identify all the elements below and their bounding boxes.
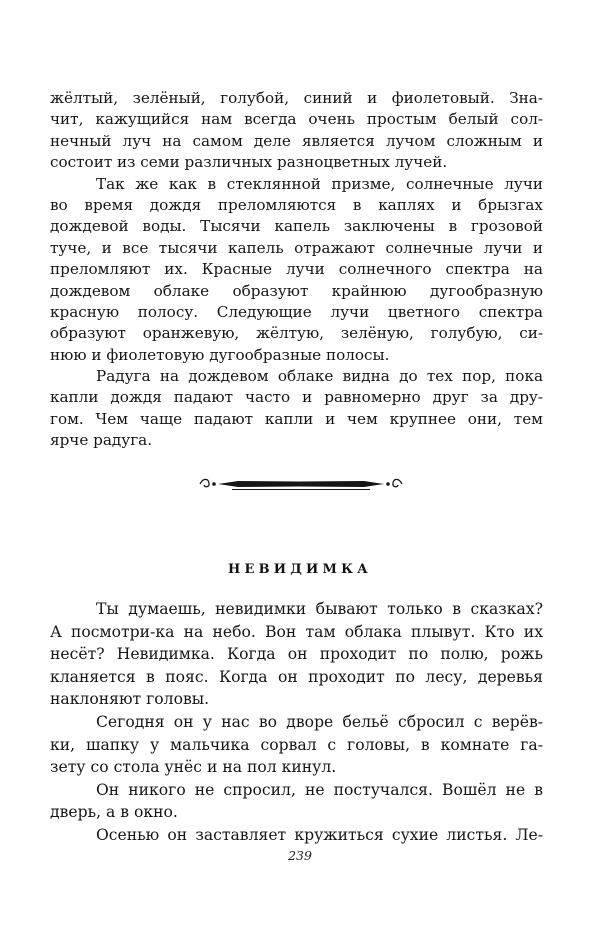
text-line: нюю и фиолетовую дугообразные полосы. — [50, 345, 390, 364]
text-line: Ты думаешь, невидимки бывают только в сказках? — [96, 600, 543, 618]
text-line: зету со стола унёс и на пол кинул. — [50, 758, 337, 777]
text-line: образуют оранжевую, жёлтую, зелёную, голубую, си- — [50, 324, 543, 343]
text-line: несёт? Невидимка. Когда он проходит по полю, рожь — [50, 645, 543, 664]
text-line: чит, кажущийся нам всегда очень простым белый сол- — [50, 110, 543, 129]
text-line: кланяется в пояс. Когда он проходит по лесу, деревья — [50, 667, 543, 686]
text-line: Он никого не спросил, не постучался. Вошёл не в — [96, 780, 543, 799]
text-line: дождевой воды. Тысячи капель заключены в грозовой — [50, 217, 543, 236]
story-title: НЕВИДИМКА — [228, 562, 372, 577]
text-line: жёлтый, зелёный, голубой, синий и фиолетовый. Зна- — [50, 89, 543, 107]
text-line: нечный луч на самом деле является лучом сложным и — [50, 131, 543, 150]
text-line: Осенью он заставляет кружиться сухие листья. Ле- — [96, 825, 543, 844]
text-line: во время дождя преломляются в каплях и брызгах — [50, 195, 543, 214]
text-line: Сегодня он у нас во дворе бельё сбросил с верёв- — [96, 712, 543, 731]
text-line: ки, шапку у мальчика сорвал с головы, в комнате га- — [50, 735, 543, 754]
text-line: ярче радуга. — [50, 431, 153, 450]
text-line: наклоняют головы. — [50, 690, 210, 709]
page-number: 239 — [288, 848, 312, 863]
text-line: Радуга на дождевом облаке видна до тех пор, пока — [96, 367, 543, 386]
text-line: туче, и все тысячи капель отражают солнечные лучи и — [50, 238, 543, 257]
decorative-divider-icon — [198, 474, 404, 494]
text-line: гом. Чем чаще падают капли и чем крупнее они, тем — [50, 409, 543, 428]
text-line: капли дождя падают часто и равномерно друг за дру- — [50, 388, 543, 407]
rainbow-text-section — [50, 88, 543, 452]
story-text-section — [50, 598, 543, 847]
text-line: преломляют их. Красные лучи солнечного спектра на — [50, 260, 543, 279]
text-line: красную полосу. Следующие лучи цветного спектра — [50, 302, 543, 321]
text-line: состоит из семи различных разноцветных лучей. — [50, 153, 448, 172]
text-line: Так же как в стеклянной призме, солнечные лучи — [96, 174, 543, 193]
text-line: дождевом облаке образуют крайнюю дугообразную — [50, 281, 543, 300]
text-line: дверь, а в окно. — [50, 803, 178, 822]
text-line: А посмотри-ка на небо. Вон там облака плывут. Кто их — [50, 622, 543, 641]
